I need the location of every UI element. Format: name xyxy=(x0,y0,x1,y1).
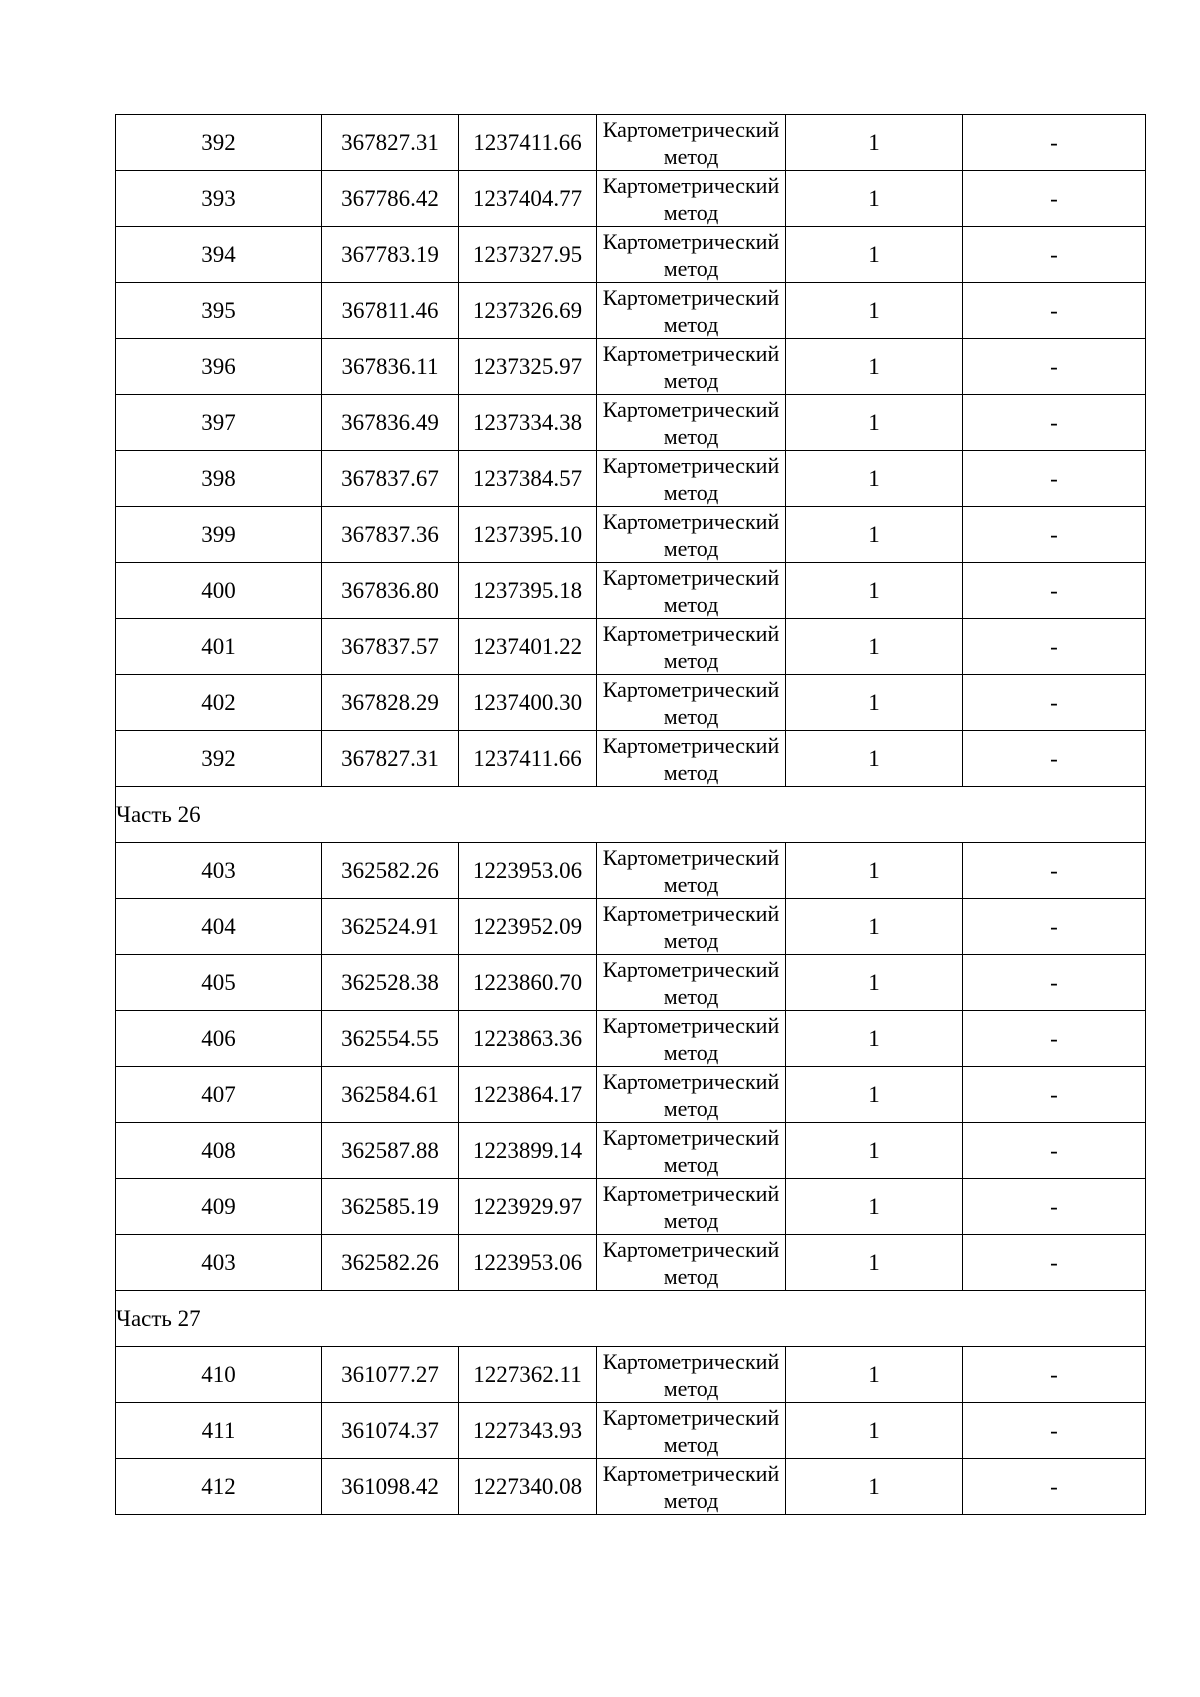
table-row xyxy=(116,283,1146,339)
y-coordinate-cell: 1237411.66 xyxy=(459,731,597,787)
point-number-cell: 403 xyxy=(116,1235,322,1291)
y-coordinate-cell: 1237404.77 xyxy=(459,171,597,227)
table-row xyxy=(116,339,1146,395)
accuracy-cell: 1 xyxy=(786,227,963,283)
coordinates-table xyxy=(115,114,1146,1515)
accuracy-cell: 1 xyxy=(786,563,963,619)
x-coordinate-cell: 367811.46 xyxy=(322,283,459,339)
table-body xyxy=(116,115,1146,1515)
method-cell: Картометрический метод xyxy=(597,1011,786,1067)
table-row xyxy=(116,115,1146,171)
y-coordinate-cell: 1223953.06 xyxy=(459,843,597,899)
method-cell: Картометрический метод xyxy=(597,1403,786,1459)
x-coordinate-cell: 362584.61 xyxy=(322,1067,459,1123)
point-number-cell: 392 xyxy=(116,731,322,787)
note-cell: - xyxy=(963,731,1146,787)
note-cell: - xyxy=(963,1123,1146,1179)
accuracy-cell: 1 xyxy=(786,1403,963,1459)
x-coordinate-cell: 362524.91 xyxy=(322,899,459,955)
accuracy-cell: 1 xyxy=(786,171,963,227)
point-number-cell: 403 xyxy=(116,843,322,899)
point-number-cell: 409 xyxy=(116,1179,322,1235)
section-header-row xyxy=(116,787,1146,843)
accuracy-cell: 1 xyxy=(786,955,963,1011)
method-cell: Картометрический метод xyxy=(597,507,786,563)
x-coordinate-cell: 367836.49 xyxy=(322,395,459,451)
point-number-cell: 407 xyxy=(116,1067,322,1123)
point-number-cell: 410 xyxy=(116,1347,322,1403)
point-number-cell: 400 xyxy=(116,563,322,619)
note-cell: - xyxy=(963,843,1146,899)
x-coordinate-cell: 367837.57 xyxy=(322,619,459,675)
accuracy-cell: 1 xyxy=(786,675,963,731)
y-coordinate-cell: 1223899.14 xyxy=(459,1123,597,1179)
y-coordinate-cell: 1223864.17 xyxy=(459,1067,597,1123)
accuracy-cell: 1 xyxy=(786,395,963,451)
x-coordinate-cell: 362585.19 xyxy=(322,1179,459,1235)
note-cell: - xyxy=(963,339,1146,395)
y-coordinate-cell: 1223860.70 xyxy=(459,955,597,1011)
point-number-cell: 397 xyxy=(116,395,322,451)
note-cell: - xyxy=(963,115,1146,171)
x-coordinate-cell: 367827.31 xyxy=(322,115,459,171)
note-cell: - xyxy=(963,1179,1146,1235)
table-row xyxy=(116,1179,1146,1235)
accuracy-cell: 1 xyxy=(786,1347,963,1403)
method-cell: Картометрический метод xyxy=(597,283,786,339)
table-row xyxy=(116,227,1146,283)
accuracy-cell: 1 xyxy=(786,619,963,675)
table-row xyxy=(116,563,1146,619)
note-cell: - xyxy=(963,283,1146,339)
method-cell: Картометрический метод xyxy=(597,619,786,675)
point-number-cell: 411 xyxy=(116,1403,322,1459)
table-row xyxy=(116,1123,1146,1179)
note-cell: - xyxy=(963,1459,1146,1515)
x-coordinate-cell: 367836.11 xyxy=(322,339,459,395)
table-row xyxy=(116,1235,1146,1291)
method-cell: Картометрический метод xyxy=(597,563,786,619)
y-coordinate-cell: 1227343.93 xyxy=(459,1403,597,1459)
y-coordinate-cell: 1237325.97 xyxy=(459,339,597,395)
y-coordinate-cell: 1227362.11 xyxy=(459,1347,597,1403)
note-cell: - xyxy=(963,171,1146,227)
point-number-cell: 408 xyxy=(116,1123,322,1179)
method-cell: Картометрический метод xyxy=(597,1235,786,1291)
section-label: Часть 27 xyxy=(116,1291,1146,1347)
y-coordinate-cell: 1237400.30 xyxy=(459,675,597,731)
note-cell: - xyxy=(963,451,1146,507)
table-row xyxy=(116,619,1146,675)
method-cell: Картометрический метод xyxy=(597,955,786,1011)
method-cell: Картометрический метод xyxy=(597,227,786,283)
note-cell: - xyxy=(963,1011,1146,1067)
method-cell: Картометрический метод xyxy=(597,899,786,955)
note-cell: - xyxy=(963,955,1146,1011)
x-coordinate-cell: 362587.88 xyxy=(322,1123,459,1179)
point-number-cell: 412 xyxy=(116,1459,322,1515)
accuracy-cell: 1 xyxy=(786,899,963,955)
note-cell: - xyxy=(963,227,1146,283)
point-number-cell: 394 xyxy=(116,227,322,283)
accuracy-cell: 1 xyxy=(786,731,963,787)
note-cell: - xyxy=(963,563,1146,619)
x-coordinate-cell: 367836.80 xyxy=(322,563,459,619)
point-number-cell: 401 xyxy=(116,619,322,675)
method-cell: Картометрический метод xyxy=(597,115,786,171)
y-coordinate-cell: 1237327.95 xyxy=(459,227,597,283)
x-coordinate-cell: 362528.38 xyxy=(322,955,459,1011)
table-row xyxy=(116,171,1146,227)
y-coordinate-cell: 1223953.06 xyxy=(459,1235,597,1291)
accuracy-cell: 1 xyxy=(786,1011,963,1067)
y-coordinate-cell: 1237326.69 xyxy=(459,283,597,339)
y-coordinate-cell: 1223863.36 xyxy=(459,1011,597,1067)
table-row xyxy=(116,1403,1146,1459)
method-cell: Картометрический метод xyxy=(597,675,786,731)
note-cell: - xyxy=(963,1403,1146,1459)
note-cell: - xyxy=(963,1067,1146,1123)
x-coordinate-cell: 361098.42 xyxy=(322,1459,459,1515)
y-coordinate-cell: 1223929.97 xyxy=(459,1179,597,1235)
table-row xyxy=(116,1011,1146,1067)
x-coordinate-cell: 367827.31 xyxy=(322,731,459,787)
x-coordinate-cell: 361077.27 xyxy=(322,1347,459,1403)
y-coordinate-cell: 1237395.10 xyxy=(459,507,597,563)
note-cell: - xyxy=(963,507,1146,563)
table-row xyxy=(116,731,1146,787)
accuracy-cell: 1 xyxy=(786,451,963,507)
method-cell: Картометрический метод xyxy=(597,451,786,507)
accuracy-cell: 1 xyxy=(786,1179,963,1235)
x-coordinate-cell: 362582.26 xyxy=(322,1235,459,1291)
point-number-cell: 402 xyxy=(116,675,322,731)
method-cell: Картометрический метод xyxy=(597,1459,786,1515)
y-coordinate-cell: 1237401.22 xyxy=(459,619,597,675)
table-row xyxy=(116,451,1146,507)
method-cell: Картометрический метод xyxy=(597,171,786,227)
note-cell: - xyxy=(963,395,1146,451)
y-coordinate-cell: 1237411.66 xyxy=(459,115,597,171)
table-row xyxy=(116,675,1146,731)
x-coordinate-cell: 367837.67 xyxy=(322,451,459,507)
accuracy-cell: 1 xyxy=(786,1067,963,1123)
x-coordinate-cell: 362582.26 xyxy=(322,843,459,899)
accuracy-cell: 1 xyxy=(786,1235,963,1291)
method-cell: Картометрический метод xyxy=(597,1067,786,1123)
table-row xyxy=(116,899,1146,955)
x-coordinate-cell: 367828.29 xyxy=(322,675,459,731)
point-number-cell: 395 xyxy=(116,283,322,339)
x-coordinate-cell: 362554.55 xyxy=(322,1011,459,1067)
method-cell: Картометрический метод xyxy=(597,731,786,787)
x-coordinate-cell: 367786.42 xyxy=(322,171,459,227)
y-coordinate-cell: 1237395.18 xyxy=(459,563,597,619)
y-coordinate-cell: 1227340.08 xyxy=(459,1459,597,1515)
accuracy-cell: 1 xyxy=(786,1123,963,1179)
note-cell: - xyxy=(963,675,1146,731)
method-cell: Картометрический метод xyxy=(597,1347,786,1403)
x-coordinate-cell: 367837.36 xyxy=(322,507,459,563)
point-number-cell: 405 xyxy=(116,955,322,1011)
y-coordinate-cell: 1223952.09 xyxy=(459,899,597,955)
note-cell: - xyxy=(963,619,1146,675)
x-coordinate-cell: 361074.37 xyxy=(322,1403,459,1459)
section-header-row xyxy=(116,1291,1146,1347)
point-number-cell: 396 xyxy=(116,339,322,395)
method-cell: Картометрический метод xyxy=(597,339,786,395)
point-number-cell: 399 xyxy=(116,507,322,563)
point-number-cell: 398 xyxy=(116,451,322,507)
note-cell: - xyxy=(963,1347,1146,1403)
point-number-cell: 393 xyxy=(116,171,322,227)
y-coordinate-cell: 1237384.57 xyxy=(459,451,597,507)
x-coordinate-cell: 367783.19 xyxy=(322,227,459,283)
note-cell: - xyxy=(963,899,1146,955)
accuracy-cell: 1 xyxy=(786,1459,963,1515)
note-cell: - xyxy=(963,1235,1146,1291)
y-coordinate-cell: 1237334.38 xyxy=(459,395,597,451)
accuracy-cell: 1 xyxy=(786,283,963,339)
method-cell: Картометрический метод xyxy=(597,843,786,899)
point-number-cell: 406 xyxy=(116,1011,322,1067)
table-row xyxy=(116,507,1146,563)
accuracy-cell: 1 xyxy=(786,339,963,395)
table-row xyxy=(116,1459,1146,1515)
table-row xyxy=(116,843,1146,899)
method-cell: Картометрический метод xyxy=(597,1179,786,1235)
section-label: Часть 26 xyxy=(116,787,1146,843)
point-number-cell: 404 xyxy=(116,899,322,955)
method-cell: Картометрический метод xyxy=(597,1123,786,1179)
table-row xyxy=(116,1067,1146,1123)
method-cell: Картометрический метод xyxy=(597,395,786,451)
point-number-cell: 392 xyxy=(116,115,322,171)
accuracy-cell: 1 xyxy=(786,507,963,563)
table-row xyxy=(116,395,1146,451)
accuracy-cell: 1 xyxy=(786,843,963,899)
accuracy-cell: 1 xyxy=(786,115,963,171)
table-row xyxy=(116,1347,1146,1403)
table-row xyxy=(116,955,1146,1011)
